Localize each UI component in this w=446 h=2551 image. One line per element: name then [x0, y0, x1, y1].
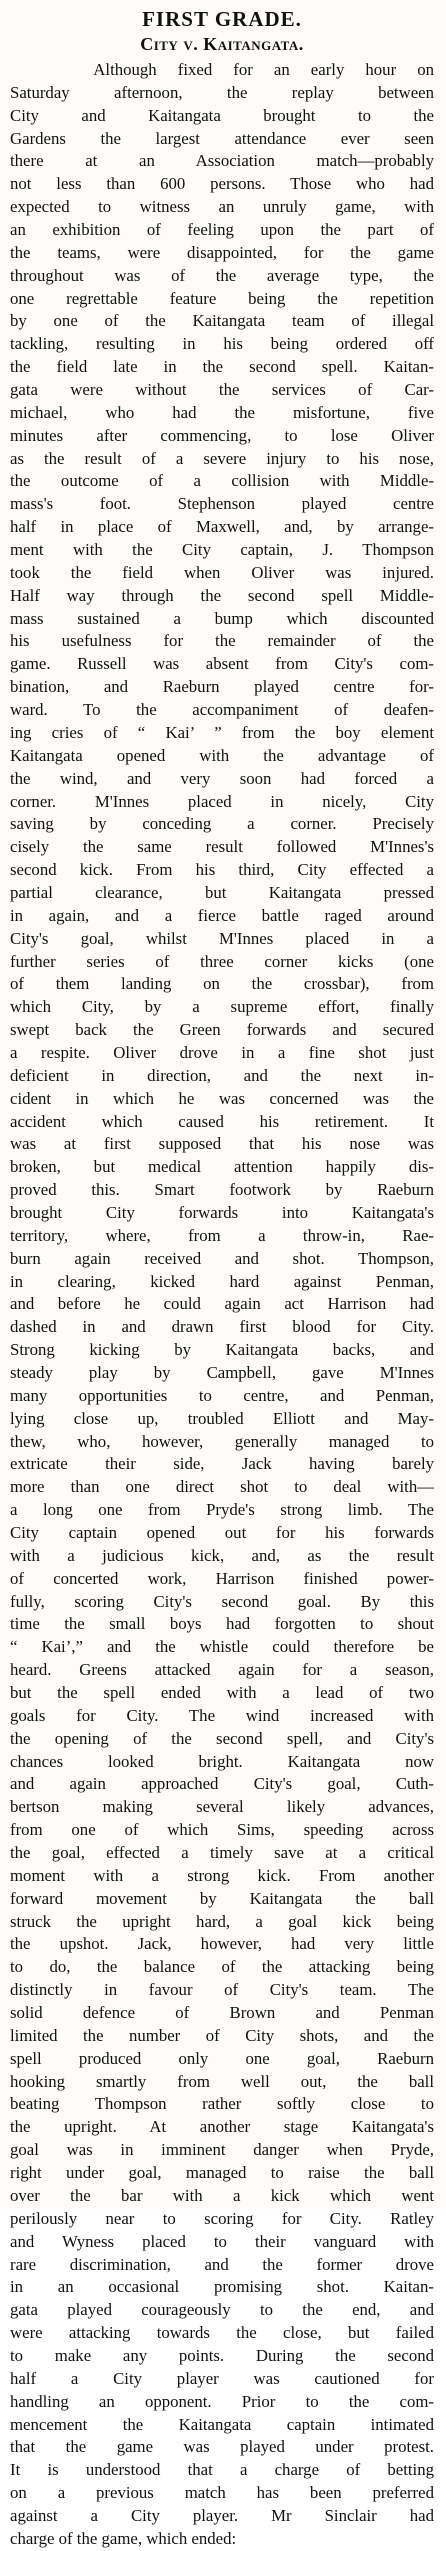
article-line: not less than 600 persons. Those who had: [10, 174, 434, 194]
article-line: and Wyness placed to their vanguard with: [10, 2231, 434, 2251]
article-line: ing cries of “ Kai’ ” from the boy element: [10, 722, 434, 742]
article-line: many opportunities to centre, and Penman,: [10, 1385, 434, 1405]
article-line: the opening of the second spell, and City's: [10, 1728, 434, 1748]
article-line: limited the number of City shots, and the: [10, 2025, 434, 2045]
article-line: against a City player. Mr Sinclair had: [10, 2505, 434, 2525]
article-line: saving by conceding a corner. Precisely: [10, 814, 434, 834]
article-line: spell produced only one goal, Raeburn: [10, 2048, 434, 2068]
article-line: an exhibition of feeling upon the part of: [10, 220, 434, 240]
article-line: minutes after commencing, to lose Oliver: [10, 425, 434, 445]
article-line: took the field when Oliver was injured.: [10, 562, 434, 582]
article-line: that the game was played under protest.: [10, 2437, 434, 2457]
article-line: over the bar with a kick which went: [10, 2185, 434, 2205]
article-line: throughout was of the average type, the: [10, 265, 434, 285]
article-line: the outcome of a collision with Middle-: [10, 471, 434, 491]
article-line: accident which caused his retirement. It: [10, 1111, 434, 1131]
article-line: a respite. Oliver drove in a fine shot just: [10, 1042, 434, 1062]
article-line: tackling, resulting in his being ordered off: [10, 334, 434, 354]
article-line: handling an opponent. Prior to the com-: [10, 2391, 434, 2411]
article-line: a long one from Pryde's strong limb. The: [10, 1500, 434, 1520]
article-line: thew, who, however, generally managed to: [10, 1431, 434, 1451]
article-line: distinctly in favour of City's team. The: [10, 1980, 434, 2000]
article-line: game. Russell was absent from City's com-: [10, 654, 434, 674]
article-line: corner. M'Innes placed in nicely, City: [10, 791, 434, 811]
article-line: forward movement by Kaitangata the ball: [10, 1888, 434, 1908]
article-line: mass sustained a bump which discounted: [10, 608, 434, 628]
article-line: territory, where, from a throw-in, Rae-: [10, 1225, 434, 1245]
article-line: fully, scoring City's second goal. By this: [10, 1591, 434, 1611]
article-line: there at an Association match—probably: [10, 151, 434, 171]
article-line: gata were without the services of Car-: [10, 380, 434, 400]
article-line: michael, who had the misfortune, five: [10, 402, 434, 422]
article-line: by one of the Kaitangata team of illegal: [10, 311, 434, 331]
article-line: cisely the same result followed M'Innes's: [10, 837, 434, 857]
article-line: charge of the game, which ended:: [10, 2528, 237, 2548]
article-line: the upshot. Jack, however, had very little: [10, 1934, 434, 1954]
article-line: broken, but medical attention happily dis-: [10, 1157, 434, 1177]
article-line: the goal, effected a timely save at a critical: [10, 1843, 434, 1863]
article-line: mass's foot. Stephenson played centre: [10, 494, 434, 514]
article-line: struck the upright hard, a goal kick being: [10, 1911, 434, 1931]
article-line: heard. Greens attacked again for a season,: [10, 1660, 434, 1680]
article-line: steady play by Campbell, gave M'Innes: [10, 1362, 434, 1382]
article-line: the wind, and very soon had forced a: [10, 768, 434, 788]
article-line: goals for City. The wind increased with: [10, 1705, 434, 1725]
match-report-body: [10, 59, 434, 2551]
article-line: the field late in the second spell. Kaitan-: [10, 357, 434, 377]
article-line: in clearing, kicked hard against Penman,: [10, 1271, 434, 1291]
article-line: partial clearance, but Kaitangata pressed: [10, 882, 434, 902]
article-line: Gardens the largest attendance ever seen: [10, 128, 434, 148]
article-line: further series of three corner kicks (one: [10, 951, 434, 971]
article-line: It is understood that a charge of betting: [10, 2460, 434, 2480]
article-line: hooking smartly from well out, the ball: [10, 2071, 434, 2091]
article-line: and before he could again act Harrison had: [10, 1294, 434, 1314]
article-line: to make any points. During the second: [10, 2345, 434, 2365]
article-line: perilously near to scoring for City. Ratley: [10, 2208, 434, 2228]
article-line: Strong kicking by Kaitangata backs, and: [10, 1340, 434, 1360]
article-line: solid defence of Brown and Penman: [10, 2003, 434, 2023]
article-line: Although fixed for an early hour on: [10, 60, 434, 79]
article-line: the teams, were disappointed, for the game: [10, 242, 434, 262]
article-line: the upright. At another stage Kaitangata's: [10, 2117, 434, 2137]
article-line: goal was in imminent danger when Pryde,: [10, 2140, 434, 2160]
article-line: but the spell ended with a lead of two: [10, 1683, 434, 1703]
article-line: with a judicious kick, and, as the result: [10, 1545, 434, 1565]
article-line: gata played courageously to the end, and: [10, 2300, 434, 2320]
article-line: Saturday afternoon, the replay between: [10, 82, 434, 102]
article-line: in an occasional promising shot. Kaitan-: [10, 2277, 434, 2297]
article-line: City captain opened out for his forwards: [10, 1523, 434, 1542]
article-line: bertson making several likely advances,: [10, 1797, 434, 1817]
article-line: deficient in direction, and the next in-: [10, 1065, 434, 1085]
article-line: brought City forwards into Kaitangata's: [10, 1202, 434, 1222]
article-line: proved this. Smart footwork by Raeburn: [10, 1180, 434, 1200]
article-line: ward. To the accompaniment of deafen-: [10, 700, 434, 720]
article-line: extricate their side, Jack having barely: [10, 1454, 434, 1474]
article-line: second kick. From his third, City effected a: [10, 860, 434, 880]
article-line: one regrettable feature being the repetition: [10, 288, 434, 308]
article-line: from one of which Sims, speeding across: [10, 1820, 434, 1840]
article-line: time the small boys had forgotten to shout: [10, 1614, 434, 1634]
article-line: ment with the City captain, J. Thompson: [10, 540, 434, 560]
article-line: swept back the Green forwards and secured: [10, 1020, 434, 1040]
article-line: bination, and Raeburn played centre for-: [10, 677, 434, 697]
article-line: beating Thompson rather softly close to: [10, 2094, 434, 2114]
article-line: of concerted work, Harrison finished power-: [10, 1568, 434, 1588]
article-line: of them landing on the crossbar), from: [10, 974, 434, 994]
article-line: dashed in and drawn first blood for City.: [10, 1317, 434, 1337]
article-line: rare discrimination, and the former drove: [10, 2254, 434, 2274]
section-heading: FIRST GRADE.: [142, 7, 302, 31]
article-line: City's goal, whilst M'Innes placed in a: [10, 928, 434, 948]
article-line: expected to witness an unruly game, with: [10, 197, 434, 217]
article-line: Kaitangata opened with the advantage of: [10, 745, 434, 765]
article-line: lying close up, troubled Elliott and May-: [10, 1408, 434, 1428]
article-line: as the result of a severe injury to his nose,: [10, 448, 434, 468]
article-line: mencement the Kaitangata captain intimated: [10, 2414, 434, 2434]
article-line: Half way through the second spell Middle-: [10, 585, 434, 605]
article-line: chances looked bright. Kaitangata now: [10, 1751, 434, 1771]
article-line: “ Kai’,” and the whistle could therefore be: [10, 1637, 434, 1657]
article-line: on a previous match has been preferred: [10, 2483, 434, 2503]
article-line: burn again received and shot. Thompson,: [10, 1248, 434, 1268]
article-line: half a City player was cautioned for: [10, 2368, 434, 2388]
article-line: cident in which he was concerned was the: [10, 1088, 434, 1108]
article-line: half in place of Maxwell, and, by arrange-: [10, 517, 434, 537]
article-line: more than one direct shot to deal with—: [10, 1477, 434, 1497]
article-line: and again approached City's goal, Cuth-: [10, 1774, 434, 1794]
article-line: to do, the balance of the attacking being: [10, 1957, 434, 1977]
article-line: in again, and a fierce battle raged around: [10, 905, 434, 925]
article-line: right under goal, managed to raise the ball: [10, 2163, 434, 2183]
article-line: was at first supposed that his nose was: [10, 1134, 434, 1154]
article-line: his usefulness for the remainder of the: [10, 631, 434, 651]
article-line: City and Kaitangata brought to the: [10, 105, 434, 125]
article-line: were attacking towards the close, but failed: [10, 2323, 434, 2343]
article-line: which City, by a supreme effort, finally: [10, 997, 434, 1017]
article-line: moment with a strong kick. From another: [10, 1865, 434, 1885]
match-title: City v. Kaitangata.: [140, 34, 304, 54]
